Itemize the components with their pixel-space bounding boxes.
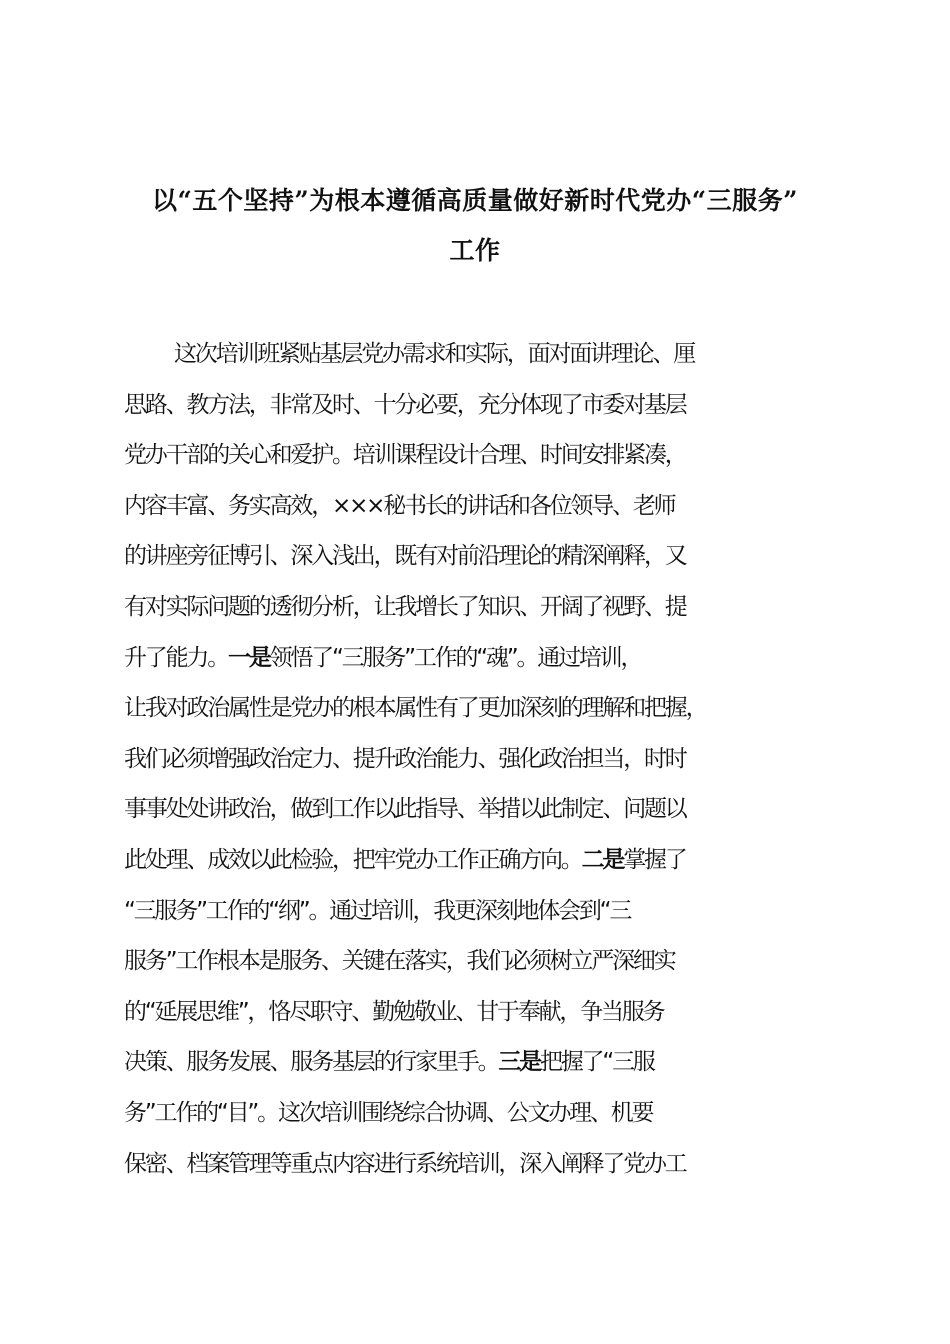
title-line-2: 工作 bbox=[449, 236, 501, 265]
body-paragraph bbox=[124, 329, 834, 1189]
document-title bbox=[100, 176, 850, 276]
text-line: 事事处处讲政治，做到工作以此指导、举措以此制定、问题以 bbox=[124, 796, 686, 823]
title-line-1: 以“五个坚持”为根本遵循高质量做好新时代党办“三服务” bbox=[151, 186, 799, 215]
text-line: 让我对政治属性是党办的根本属性有了更加深刻的理解和把握， bbox=[124, 695, 707, 722]
text-line: 此处理、成效以此检验，把牢党办工作正确方向。二是掌握了 bbox=[124, 846, 686, 873]
text-line: 务”工作的“目”。这次培训围绕综合协调、公文办理、机要 bbox=[124, 1099, 653, 1126]
text-line: 服务”工作根本是服务、关键在落实，我们必须树立严深细实 bbox=[124, 948, 675, 975]
bold-marker-third: 三是 bbox=[498, 1049, 541, 1076]
text-line: 这次培训班紧贴基层党办需求和实际，面对面讲理论、厘 bbox=[174, 341, 695, 367]
text-line: 决策、服务发展、服务基层的行家里手。三是把握了“三服 bbox=[124, 1049, 654, 1076]
bold-marker-first: 一是 bbox=[228, 644, 270, 671]
text-line: 内容丰富、务实高效，×××秘书长的讲话和各位领导、老师 bbox=[124, 492, 675, 519]
text-line: 党办干部的关心和爱护。培训课程设计合理、时间安排紧凑， bbox=[124, 442, 686, 469]
text-line: 的讲座旁征博引、深入浅出，既有对前沿理论的精深阐释，又 bbox=[124, 543, 686, 570]
bold-marker-second: 二是 bbox=[581, 846, 624, 873]
text-line: “三服务”工作的“纲”。通过培训，我更深刻地体会到“三 bbox=[124, 897, 631, 924]
text-line: 思路、教方法，非常及时、十分必要，充分体现了市委对基层 bbox=[124, 391, 686, 418]
text-line: 有对实际问题的透彻分析，让我增长了知识、开阔了视野、提 bbox=[124, 593, 686, 620]
text-line: 保密、档案管理等重点内容进行系统培训，深入阐释了党办工 bbox=[124, 1150, 686, 1177]
text-line: 升了能力。一是领悟了“三服务”工作的“魂”。通过培训， bbox=[124, 644, 642, 671]
text-line: 的“延展思维”，恪尽职守、勤勉敬业、甘于奉献，争当服务 bbox=[124, 998, 664, 1025]
text-line: 我们必须增强政治定力、提升政治能力、强化政治担当，时时 bbox=[124, 745, 686, 772]
